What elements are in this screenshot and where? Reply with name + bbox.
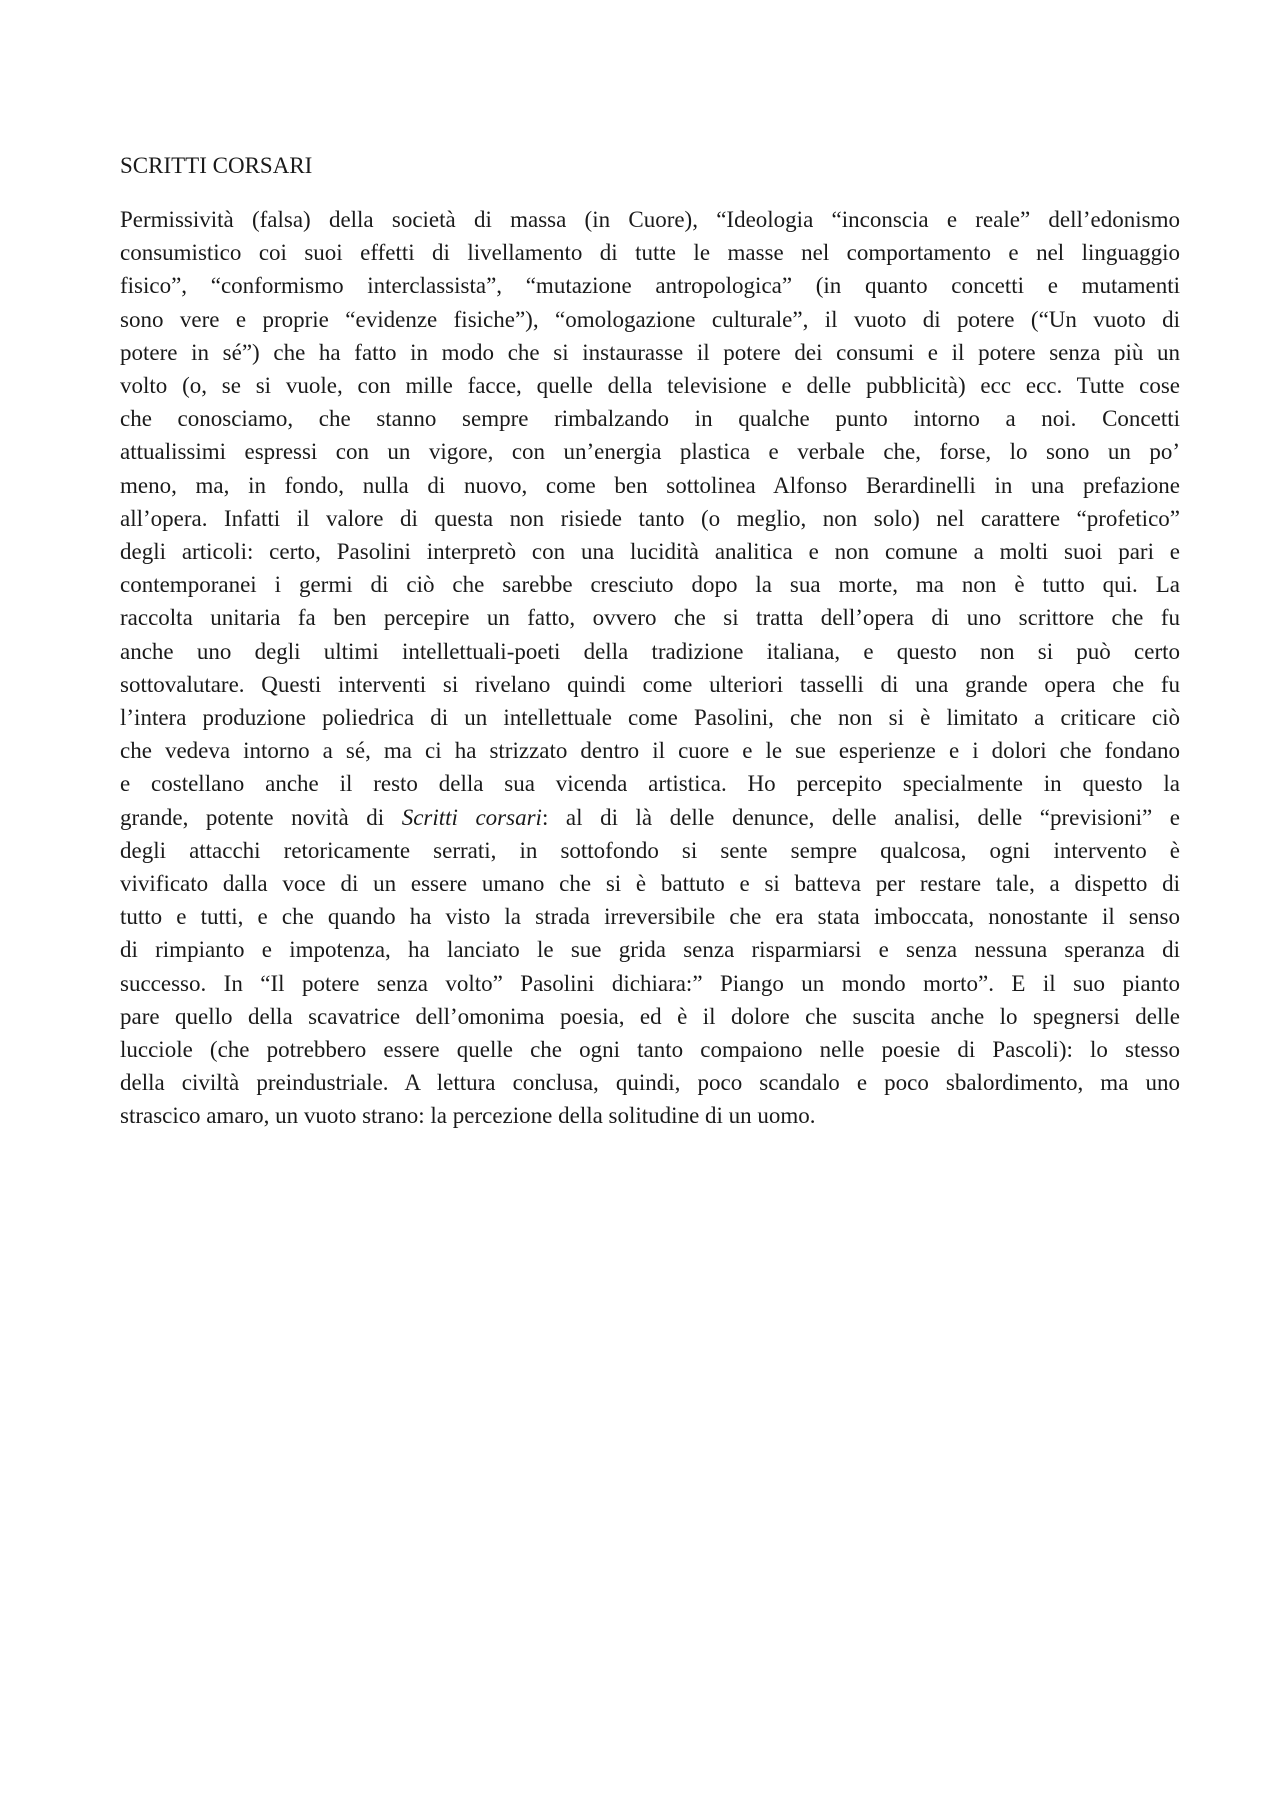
body-line: anche uno degli ultimi intellettuali-poeti della tradizione italiana, e questo non si può certo (120, 638, 1180, 664)
body-line: strascico amaro, un vuoto strano: la percezione della solitudine di un uomo. (120, 1103, 816, 1129)
body-line: lucciole (che potrebbero essere quelle che ogni tanto compaiono nelle poesie di Pascoli): lo stesso (120, 1037, 1180, 1063)
document-body (120, 203, 1180, 1133)
body-line: contemporanei i germi di ciò che sarebbe cresciuto dopo la sua morte, ma non è tutto qui. La (120, 572, 1180, 598)
body-line: sottovalutare. Questi interventi si rivelano quindi come ulteriori tasselli di una grande opera che fu (120, 671, 1180, 697)
body-line: meno, ma, in fondo, nulla di nuovo, come ben sottolinea Alfonso Berardinelli in una prefazione (120, 472, 1180, 498)
body-line: che conosciamo, che stanno sempre rimbalzando in qualche punto intorno a noi. Concetti (120, 406, 1180, 432)
body-line: raccolta unitaria fa ben percepire un fatto, ovvero che si tratta dell’opera di uno scrittore che fu (120, 605, 1180, 631)
body-line: consumistico coi suoi effetti di livellamento di tutte le masse nel comportamento e nel linguaggio (120, 240, 1180, 266)
body-line (120, 801, 1180, 834)
body-line: che vedeva intorno a sé, ma ci ha strizzato dentro il cuore e le sue esperienze e i dolori che fondano (120, 738, 1180, 764)
body-line: successo. In “Il potere senza volto” Pasolini dichiara:” Piango un mondo morto”. E il suo pianto (120, 970, 1180, 996)
body-line: pare quello della scavatrice dell’omonima poesia, ed è il dolore che suscita anche lo spegnersi delle (120, 1003, 1180, 1029)
body-line: fisico”, “conformismo interclassista”, “mutazione antropologica” (in quanto concetti e mutamenti (120, 273, 1180, 299)
body-line: l’intera produzione poliedrica di un intellettuale come Pasolini, che non si è limitato a criticare ciò (120, 705, 1180, 731)
body-line: volto (o, se si vuole, con mille facce, quelle della televisione e delle pubblicità) ecc ecc. Tutte cose (120, 373, 1180, 399)
body-line-segment: : al di là delle denunce, delle analisi, delle “previsioni” e (541, 804, 1180, 830)
body-line: della civiltà preindustriale. A lettura conclusa, quindi, poco scandalo e poco sbalordimento, ma uno (120, 1070, 1180, 1096)
body-line: e costellano anche il resto della sua vicenda artistica. Ho percepito specialmente in questo la (120, 771, 1180, 797)
body-line-segment: grande, potente novità di (120, 804, 402, 830)
body-line: Permissività (falsa) della società di massa (in Cuore), “Ideologia “inconscia e reale” dell’edonismo (120, 207, 1180, 232)
body-line: di rimpianto e impotenza, ha lanciato le sue grida senza risparmiarsi e senza nessuna speranza di (120, 937, 1180, 963)
book-title-italic: Scritti corsari (401, 804, 542, 830)
body-line: attualissimi espressi con un vigore, con un’energia plastica e verbale che, forse, lo sono un po’ (120, 439, 1180, 465)
body-line: sono vere e proprie “evidenze fisiche”), “omologazione culturale”, il vuoto di potere (“Un vuoto di (120, 306, 1180, 332)
body-line: degli articoli: certo, Pasolini interpretò con una lucidità analitica e non comune a molti suoi pari e (120, 539, 1180, 565)
body-line: all’opera. Infatti il valore di questa non risiede tanto (o meglio, non solo) nel carattere “profetico” (120, 505, 1180, 531)
body-line: vivificato dalla voce di un essere umano che si è battuto e si batteva per restare tale, a dispetto di (120, 871, 1180, 897)
body-line: tutto e tutti, e che quando ha visto la strada irreversibile che era stata imboccata, nonostante il senso (120, 904, 1180, 930)
document-title: SCRITTI CORSARI (120, 153, 313, 178)
body-line: degli attacchi retoricamente serrati, in sottofondo si sente sempre qualcosa, ogni intervento è (120, 837, 1180, 863)
body-line: potere in sé”) che ha fatto in modo che si instaurasse il potere dei consumi e il potere senza più un (120, 339, 1180, 365)
